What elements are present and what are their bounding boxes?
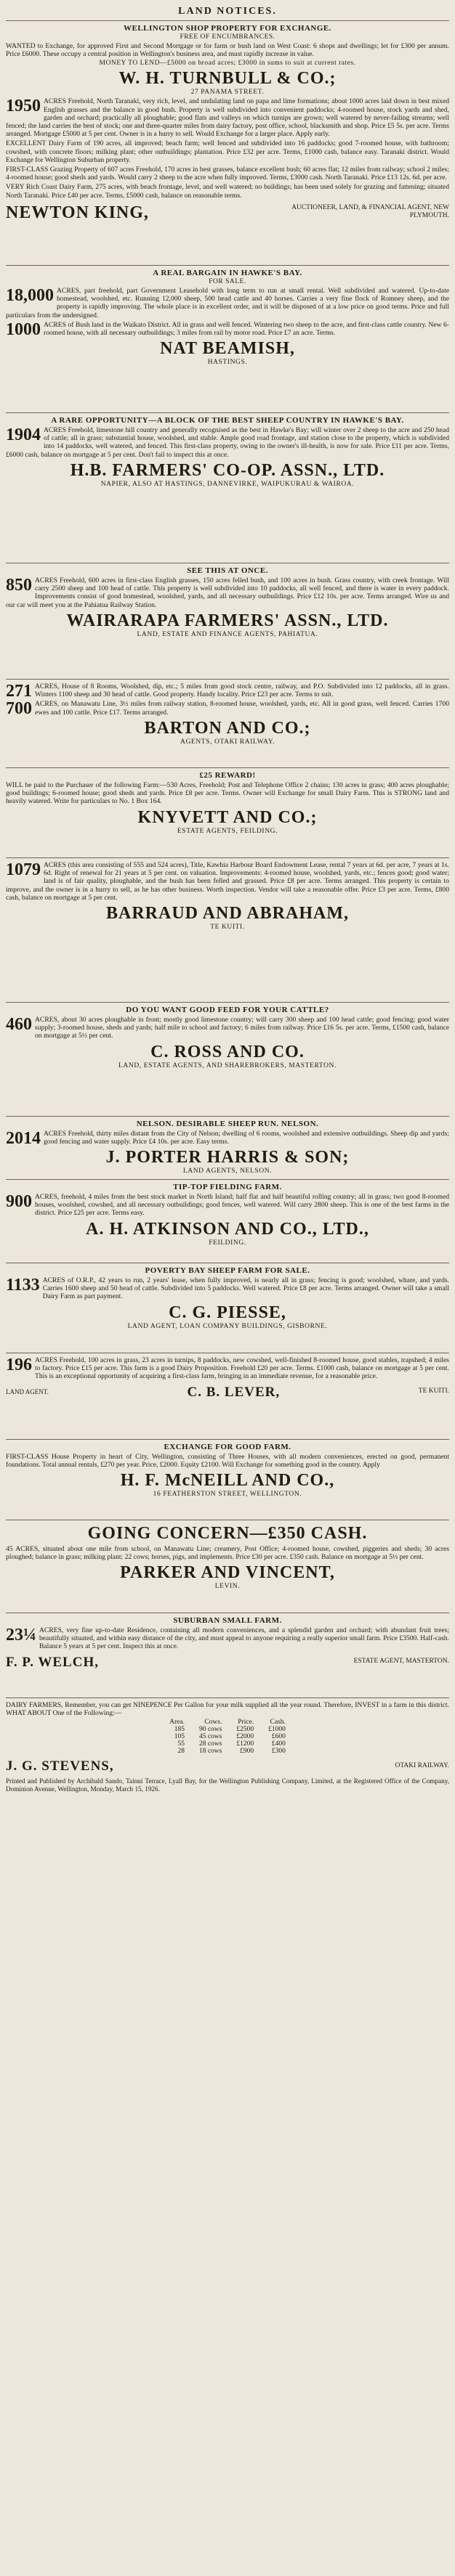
page-heading: LAND NOTICES. — [6, 3, 449, 21]
agent-name: C. B. LEVER, — [187, 1384, 281, 1400]
acreage-figure: 850 — [6, 576, 32, 595]
listing-text: ACRES Freehold, 600 acres in first-class English grasses, 150 acres felled bush, and 100 acres in bush. Grass country, with creek frontage. Will carry 2500 sheep and 100 head of cattle. This property is well subdivided into 10 paddocks, all well fenced, and there is water in every paddock. Improvements consist of good homestead, woolshed, yards, and all necessary outbuildings. Price £12 10s. per acre. Terms arranged. Wire us and our car will meet you at the Pahiatua Railway Station. — [6, 576, 449, 609]
ad-mcneill — [6, 1440, 449, 1520]
table-cell: £300 — [271, 1748, 286, 1756]
agent-location: TE KUITI. — [418, 1387, 449, 1395]
table-cell: 28 — [177, 1748, 185, 1756]
agent-name: H.B. FARMERS' CO-OP. ASSN., LTD. — [70, 460, 385, 480]
agent-left-label: LAND AGENT. — [6, 1387, 49, 1395]
table-cell: £1000 — [268, 1726, 286, 1734]
ad-ross — [6, 1003, 449, 1117]
listing-paragraph — [6, 1130, 449, 1146]
ad-barton — [6, 680, 449, 768]
agent-name: KNYVETT AND CO.; — [137, 807, 318, 827]
agent-address: LAND, ESTATE AND FINANCE AGENTS, PAHIATUA. — [137, 630, 318, 638]
acreage-figure: 271 — [6, 682, 32, 701]
listing-text: ACRES, on Manawatu Line, 3½ miles from railway station, 8-roomed house, woolshed, yards, etc. All in good grass, well fenced. Carries 1700 ewes and 100 cattle. Price £17. Terms arranged. — [35, 700, 449, 717]
listing-paragraph — [6, 1626, 449, 1651]
agent-name: J. G. STEVENS, — [6, 1758, 114, 1774]
table-header-cell: Cows. — [204, 1719, 222, 1727]
listing-text: ACRES, about 30 acres ploughable in front; mostly good limestone country; will carry 300 sheep and 100 head cattle; good fencing; good water supply; 3-roomed house, sheds and yards; half mile to school and factory; 6 miles from railway. Price £16 5s. per acre. Terms, £1500 cash, balance on mortgage at 5½ per cent. — [35, 1016, 449, 1040]
table-cell: £900 — [240, 1748, 254, 1756]
ad-title: WELLINGTON SHOP PROPERTY FOR EXCHANGE. — [123, 24, 331, 33]
ad-welch — [6, 1613, 449, 1698]
agent-name: C. G. PIESSE, — [169, 1303, 286, 1322]
agent-address: TE KUITI. — [210, 924, 245, 932]
listing-paragraph — [6, 287, 449, 319]
acreage-figure: 1133 — [6, 1276, 40, 1295]
ad-title: SEE THIS AT ONCE. — [187, 566, 268, 575]
acreage-figure: 23¼ — [6, 1626, 36, 1644]
table-row — [162, 1726, 293, 1733]
listing-text: ACRES, very fine up-to-date Residence, containing all modern conveniences, and a splendid garden and orchard; with abundant fruit trees; beautifully situated, and within easy distance of the city, and must appeal to anyone requiring a really superior small farm. Price £3500. Half-cash. Balance 5 years at 5 per cent. Inspect this at once. — [39, 1626, 449, 1651]
ad-knyvett — [6, 768, 449, 858]
table-cell: £2500 — [236, 1726, 254, 1734]
agent-name: J. PORTER HARRIS & SON; — [105, 1148, 350, 1167]
agent-address: LAND, ESTATE AGENTS, AND SHAREBROKERS, MASTERTON. — [118, 1061, 337, 1069]
agent-address: 27 PANAMA STREET. — [190, 89, 265, 97]
table-row — [162, 1740, 293, 1748]
listing-paragraph — [6, 321, 449, 337]
ad-parker — [6, 1520, 449, 1613]
agent-address: ESTATE AGENTS, FEILDING. — [177, 827, 278, 835]
table-cell: 28 cows — [198, 1740, 222, 1748]
ad-body-text: WANTED to Exchange, for approved First and Second Mortgage or for farm or bush land on West Coast: 6 shops and dwellings; let for £300 per annum. Price £6000. These occupy a central position in Wellington's business area, and must rapidly increase in value. — [6, 42, 449, 59]
agent-name: BARRAUD AND ABRAHAM, — [105, 904, 349, 924]
listing-text: ACRES, part freehold, part Government Leasehold with long term to run at small rental. Well subdivided and watered. Up-to-date homestead, woolshed, etc. Running 12,000 sheep, 500 head cattle and 40 horses. Carries a very fine flock of Romney sheep, and the property is rapidly improving. The whole place is in excellent order, and it will be disposed of at a low price on good terms. Price and full particulars from the undersigned. — [6, 287, 449, 319]
listing-text: ACRES, House of 8 Rooms, Woolshed, dip, etc.; 5 miles from good stock centre, railway, and P.O. Subdivided into 12 paddocks, all in grass. Winters 1100 sheep and 30 head of cattle. Good property. Handy locality. Price £23 per acre. Terms to suit. — [35, 682, 449, 699]
agent-address: LAND AGENTS, NELSON. — [182, 1167, 273, 1175]
agent-name: A. H. ATKINSON AND CO., LTD., — [86, 1219, 369, 1239]
ad-lever — [6, 1353, 449, 1440]
second-agent-row — [6, 201, 449, 223]
ad-body-text: WILL be paid to the Purchaser of the following Farm:—530 Acres, Freehold; Post and Telephone Office 2 chains; 130 acres in grass; 400 acres ploughable; good buildings; 6-roomed house; good sheds and yards. Price £8 per acre. Terms. Owner will Exchange for small Dairy Farm. This is STRONG land and heavily watered. Write for particulars to No. 1 Box 164. — [6, 781, 449, 806]
table-cell: 55 — [177, 1740, 185, 1748]
second-agent-name: NEWTON KING, — [6, 203, 149, 222]
agent-address: LEVIN. — [214, 1583, 241, 1591]
listing-paragraph — [6, 97, 449, 138]
ad-piesse — [6, 1263, 449, 1353]
table-row — [162, 1733, 293, 1740]
listing-paragraph — [6, 576, 449, 609]
listing-paragraph — [6, 183, 449, 199]
acreage-figure: 1950 — [6, 97, 41, 116]
listing-paragraph — [6, 1193, 449, 1218]
ad-title: A REAL BARGAIN IN HAWKE'S BAY. — [153, 269, 302, 277]
listing-paragraph — [6, 699, 449, 719]
acreage-figure: 196 — [6, 1356, 32, 1374]
listing-text: ACRES Freehold, limestone hill country and generally recognised as the best in Hawke's Bay; will winter over 2 sheep to the acre and 250 head of cattle; all in grass; substantial house, woolshed, and stable. Ample good road frontage, and station close to the property, which is subdivided into 14 paddocks, well watered, and fenced. This first-class property, owing to the owner's ill-health, is now for sale. Price £11 per acre. Terms, £6000 cash, balance on mortgage at 5 per cent. Don't fail to inspect this at once. — [6, 426, 449, 459]
acreage-figure: 18,000 — [6, 286, 54, 305]
listing-paragraph — [6, 166, 449, 182]
listing-text: ACRES Freehold, thirty miles distant from the City of Nelson; dwelling of 6 rooms, woolshed and extensive outbuildings. Sheep dip and yards; good fencing and water supply. Price £4 10s. per acre. Easy terms. — [44, 1130, 449, 1146]
ad-title: SUBURBAN SMALL FARM. — [173, 1616, 282, 1625]
listing-paragraph — [6, 139, 449, 164]
agent-name: F. P. WELCH, — [6, 1654, 99, 1670]
listing-paragraph — [6, 861, 449, 902]
ad-wairarapa — [6, 563, 449, 680]
listing-text: ACRES, freehold, 4 miles from the best stock market in North Island; half flat and half beautiful rolling country; all in grass; two good 8-roomed houses, woolshed, cowshed, and all necessary outbuildings; good fences, well watered. Will carry 2800 sheep. This is one of the best farms in the district. Price £25 per acre. Terms easy. — [35, 1193, 449, 1218]
agent-name: NAT BEAMISH, — [160, 339, 295, 359]
table-cell: £600 — [271, 1733, 286, 1741]
acreage-figure: 700 — [6, 699, 32, 719]
ad-body-text: 45 ACRES, situated about one mile from school, on Manawatu Line; creamery, Post Office; 4-roomed house, cowshed, piggeries and sheds; 30 acres ploughed; balance in grass; milking plant; 22 cows; horses, pigs, and implements. Price £30 per acre. £350 cash. Balance on mortgage at 5½ per cent. — [6, 1545, 449, 1562]
agent-row — [6, 1756, 449, 1775]
ad-stevens — [6, 1698, 449, 1775]
listing-text: ACRES of O.R.P., 42 years to run, 2 years' lease, when fully improved, is nearly all in grass; fencing is good; woolshed, whare, and yards. Carries 1600 sheep and 50 head of cattle. Subdivided into 5 paddocks. Well watered. Price £8 per acre. Terms arranged. Owner will take a small Dairy Farm as part payment. — [42, 1276, 449, 1301]
listing-text: ACRES of Bush land in the Waikato District. All in grass and well fenced. Wintering two sheep to the acre, and first-class cattle country. New 6-roomed house, with all necessary outbuildings; 3 miles from rail by motor road. Price £7 an acre. Terms. — [44, 320, 449, 338]
acreage-figure: 1079 — [6, 860, 41, 879]
second-agent-address: AUCTIONEER, LAND, & FINANCIAL AGENT, NEW PLYMOUTH. — [291, 203, 449, 219]
ad-atkinson — [6, 1180, 449, 1263]
listing-text: ACRES Freehold, North Taranaki, very rich, level, and undulating land on papa and lime formations; about 1000 acres laid down in best mixed English grasses and the balance in good bush. Property is well subdivided into convenient paddocks; 4-roomed house, stock yards and shed, garden and orchard; practically all ploughable; good flats and valleys on which turnips are grown; well watered by never-failing streams; well fenced; the land carries the best of stock; one and three-quarter miles from dairy factory, post office, school, blacksmith and shop. Price £5 5s. per acre. Terms arranged. Mortgage £5000 at 5 per cent. Owner is in a hurry to sell. Would Exchange for a larger place. Apply early. — [6, 97, 449, 139]
listing-paragraph — [6, 1016, 449, 1040]
acreage-figure: 2014 — [6, 1129, 41, 1148]
agent-address: HASTINGS. — [207, 359, 248, 367]
listing-text: FIRST-CLASS Grazing Property of 607 acres Freehold, 170 acres in best grasses, balance excellent bush; 60 acres flat; 12 miles from railway; school 2 miles; 4-roomed house; good sheds and yards. Would carry 2 sheep to the acre when fully improved. Terms, £3000 cash. North Taranaki. Price £13 12s. 6d. per acre. — [6, 166, 449, 182]
agent-name: H. F. McNEILL AND CO., — [120, 1471, 335, 1491]
agent-address: AGENTS, OTAKI RAILWAY. — [180, 738, 275, 746]
ads-column — [6, 21, 449, 1775]
table-header-cell: Price. — [238, 1719, 254, 1727]
listing-paragraph — [6, 1276, 449, 1301]
ad-beamish — [6, 266, 449, 413]
ad-porter — [6, 1117, 449, 1180]
ad-body-text: DAIRY FARMERS, Remember, you can get NINEPENCE Per Gallon for your milk supplied all the year round. Therefore, INVEST in a farm in this district. WHAT ABOUT One of the Following:— — [6, 1701, 449, 1718]
listing-text: EXCELLENT Dairy Farm of 190 acres, all improved; beach farm; well fenced and subdivided into 16 paddocks; good 7-roomed house, with bathroom; cowshed, with concrete floors; milking plant; other outbuildings; plantation. Price £32 per acre. Terms, £1000 cash, balance easy. Taranaki district. Would Exchange for Wellington Suburban property. — [6, 139, 449, 164]
agent-location: OTAKI RAILWAY. — [395, 1761, 449, 1769]
agent-address: NAPIER, ALSO AT HASTINGS, DANNEVIRKE, WAIPUKURAU & WAIROA. — [100, 480, 355, 488]
agent-address: LAND AGENT, LOAN COMPANY BUILDINGS, GISBORNE. — [127, 1322, 328, 1330]
table-cell: 90 cows — [198, 1726, 222, 1734]
agent-name: C. ROSS AND CO. — [150, 1042, 305, 1061]
table-cell: 105 — [174, 1733, 185, 1741]
agent-name: PARKER AND VINCENT, — [120, 1563, 335, 1583]
agent-name: W. H. TURNBULL & CO.; — [118, 69, 337, 89]
agent-name: BARTON AND CO.; — [144, 718, 311, 738]
table-cell: £400 — [271, 1740, 286, 1748]
ad-title: £25 REWARD! — [199, 771, 256, 780]
ad-turnbull — [6, 21, 449, 266]
listing-text: VERY Rich Coast Dairy Farm, 275 acres, with beach frontage, level, and well watered; no buildings; has been used solely for grazing and fattening; situated North Taranaki. Price £40 per acre. Terms, £5000 cash, balance on reasonable terms. — [6, 183, 449, 200]
listing-paragraph — [6, 682, 449, 701]
ad-title: A RARE OPPORTUNITY—A BLOCK OF THE BEST SHEEP COUNTRY IN HAWKE'S BAY. — [51, 416, 404, 425]
publisher-footer: Printed and Published by Archibald Sando, Tainui Terrace, Lyall Bay, for the Wellington Publishing Company, Limited, at the Registered Office of the Company, Dominion Avenue, Wellington, Monday, March 15, 1926. — [6, 1777, 449, 1793]
agent-row — [6, 1382, 449, 1401]
agent-row — [6, 1652, 449, 1671]
agent-location: ESTATE AGENT, MASTERTON. — [353, 1658, 449, 1666]
ad-body-text: FIRST-CLASS House Property in heart of City, Wellington, consisting of Three Houses, with all modern conveniences, erected on good, permanent foundations. Total annual rentals, £270 per year. Price, £2000. Equity £2100. Will Exchange for something good in the country. Apply — [6, 1453, 449, 1470]
listing-text: ACRES Freehold, 100 acres in grass, 23 acres in turnips, 8 paddocks, new cowshed, well-finished 8-roomed house, good stables, trapshed; 4 miles to factory. Price £15 per acre. This farm is a good Dairy Proposition. Freehold £20 per acre. Terms. £1000 cash, balance on mortgage at 5 per cent. This is an exceptional opportunity of acquiring a first-class farm, bringing in an immediate revenue, for a reasonable price. — [35, 1356, 449, 1381]
acreage-figure: 460 — [6, 1015, 32, 1034]
agent-name: WAIRARAPA FARMERS' ASSN., LTD. — [66, 611, 389, 630]
table-header-cell: Area. — [169, 1719, 185, 1727]
table-cell: £1200 — [236, 1740, 254, 1748]
table-cell: £2000 — [236, 1733, 254, 1741]
ad-subtitle: FREE OF ENCUMBRANCES. — [180, 33, 275, 41]
table-row — [162, 1748, 293, 1755]
acreage-figure: 1904 — [6, 425, 41, 444]
listing-text: ACRES (this area consisting of 555 and 524 acres), Title, Kawhia Harbour Board Endowment Lease, rental 7 years at 6d. per acre, 7 years at 1s. 6d. Right of renewal for 21 years at 5 per cent. on valuation. Improvements: 4-roomed house, woolshed, yards, etc.; fences good; good water; land is of fair quality, ploughable, and the bush has been felled and grassed. Price £8 per acre. Terms arranged. This property is certain to improve, and the owner is in a hurry to sell, as he has other business. Worth inspection. Vendor will take a reasonable offer. Price £3 per acre. Terms, £800 cash, balance on mortgage at 5 per cent. — [6, 861, 449, 902]
ad-title: EXCHANGE FOR GOOD FARM. — [164, 1443, 291, 1451]
ad-title: POVERTY BAY SHEEP FARM FOR SALE. — [145, 1266, 310, 1275]
ad-barraud — [6, 858, 449, 1003]
agent-address: 16 FEATHERSTON STREET, WELLINGTON. — [153, 1491, 302, 1499]
listing-paragraph — [6, 1356, 449, 1381]
table-cell: 18 cows — [198, 1748, 222, 1756]
table-header-row — [162, 1719, 293, 1726]
ad-title: TIP-TOP FIELDING FARM. — [173, 1183, 282, 1191]
agent-address: FEILDING. — [209, 1239, 246, 1247]
ad-title: DO YOU WANT GOOD FEED FOR YOUR CATTLE? — [126, 1006, 329, 1014]
farms-table — [162, 1719, 293, 1755]
money-to-lend-line: MONEY TO LEND—£5000 on broad acres; £3000 in sums to suit at current rates. — [99, 60, 356, 68]
listing-paragraph — [6, 426, 449, 459]
acreage-figure: 1000 — [6, 319, 41, 339]
table-cell: 45 cows — [198, 1733, 222, 1741]
ad-hbfarmers — [6, 413, 449, 563]
acreage-figure: 900 — [6, 1192, 32, 1211]
ad-headline: GOING CONCERN—£350 CASH. — [87, 1524, 368, 1543]
table-cell: 185 — [174, 1726, 185, 1734]
ad-title: NELSON. DESIRABLE SHEEP RUN. NELSON. — [136, 1120, 319, 1128]
table-header-cell: Cash. — [270, 1719, 286, 1727]
ad-subtitle: FOR SALE. — [209, 278, 246, 285]
